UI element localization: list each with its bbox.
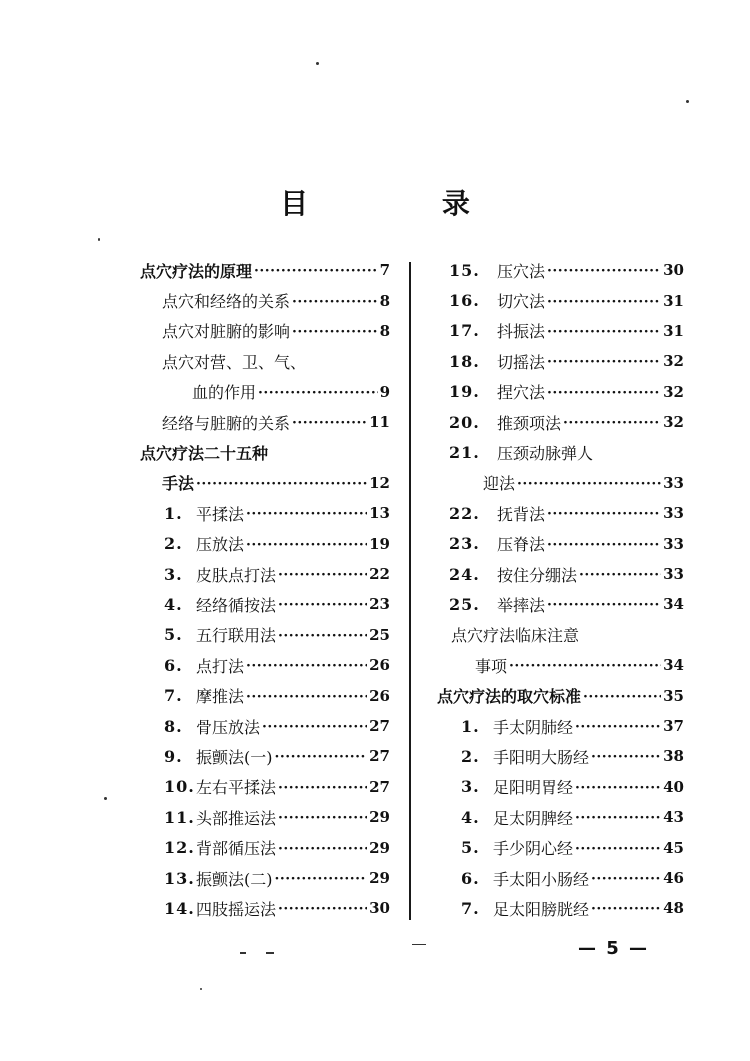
toc-entry[interactable] [437, 407, 684, 437]
toc-entry-number: 9. [164, 746, 183, 766]
dot-leader [278, 594, 367, 614]
scan-speck [266, 952, 274, 954]
dot-leader [547, 351, 661, 371]
toc-entry-number: 12. [164, 838, 195, 858]
toc-entry[interactable] [437, 285, 684, 315]
toc-entry-label: 点穴和经络的关系 [162, 292, 291, 312]
dot-leader [509, 655, 661, 675]
toc-entry[interactable] [437, 498, 684, 528]
dot-leader [278, 777, 367, 797]
toc-entry[interactable] [437, 620, 684, 650]
toc-entry-label: 左右平揉法 [196, 778, 277, 798]
toc-entry[interactable] [437, 529, 684, 559]
toc-entry-number: 16. [449, 291, 480, 311]
toc-entry-page: 27 [369, 717, 390, 736]
toc-entry-page: 22 [369, 565, 390, 584]
toc-entry-label: 压穴法 [497, 261, 546, 281]
dot-leader [246, 503, 367, 523]
dot-leader [278, 807, 367, 827]
toc-entry-page: 8 [379, 291, 390, 310]
toc-entry-number: 22. [449, 503, 480, 523]
page-number: — 5 — [578, 938, 650, 959]
toc-entry-page: 13 [369, 504, 390, 523]
dot-leader [583, 686, 661, 706]
toc-entry-label: 手太阳小肠经 [493, 869, 590, 889]
dot-leader [591, 898, 661, 918]
toc-right-column [437, 255, 684, 924]
toc-entry-number: 2. [164, 534, 183, 554]
column-divider [409, 262, 411, 920]
toc-entry-continuation[interactable] [140, 377, 390, 407]
toc-entry-page: 8 [379, 321, 390, 340]
toc-entry-number: 6. [461, 868, 480, 888]
toc-entry-page: 25 [369, 625, 390, 644]
toc-entry-page: 29 [369, 838, 390, 857]
toc-entry[interactable] [437, 832, 684, 862]
toc-entry[interactable] [437, 772, 684, 802]
toc-entry-label: 振颤法(二) [196, 869, 273, 889]
toc-entry-number: 17. [449, 321, 480, 341]
toc-entry-label: 骨压放法 [196, 717, 261, 737]
dot-leader [547, 503, 661, 523]
toc-entry-number: 25. [449, 594, 480, 614]
dot-leader [591, 868, 661, 888]
toc-entry-label: 头部推运法 [196, 808, 277, 828]
toc-entry[interactable] [140, 802, 390, 832]
toc-entry-page: 27 [369, 777, 390, 796]
toc-entry[interactable] [437, 893, 684, 923]
toc-entry-label: 切穴法 [497, 292, 546, 312]
dot-leader [547, 321, 661, 341]
toc-entry-number: 14. [164, 898, 195, 918]
toc-entry-page: 45 [663, 838, 684, 857]
dot-leader [196, 473, 367, 493]
toc-entry-label: 抖振法 [497, 322, 546, 342]
toc-entry-continuation[interactable] [437, 468, 684, 498]
toc-entry[interactable] [437, 589, 684, 619]
dot-leader [275, 868, 368, 888]
toc-entry[interactable] [140, 437, 390, 467]
toc-entry-label: 摩推法 [196, 687, 245, 707]
toc-entry-label: 点穴疗法的原理 [140, 261, 253, 281]
scan-speck [412, 944, 426, 945]
toc-entry-label: 手阳明大肠经 [493, 747, 590, 767]
toc-entry-label: 举摔法 [497, 595, 546, 615]
dot-leader [262, 716, 367, 736]
toc-entry[interactable] [437, 346, 684, 376]
dot-leader [575, 838, 661, 858]
dot-leader [579, 564, 661, 584]
toc-entry[interactable] [140, 772, 390, 802]
toc-entry-label: 足阳明胃经 [493, 778, 574, 798]
toc-entry[interactable] [437, 316, 684, 346]
toc-entry-label: 足太阴脾经 [493, 808, 574, 828]
toc-entry-continuation[interactable] [140, 468, 390, 498]
toc-entry-number: 7. [461, 898, 480, 918]
toc-entry-label: 血的作用 [192, 383, 257, 403]
toc-entry-label: 手少阴心经 [493, 839, 574, 859]
toc-entry[interactable] [140, 620, 390, 650]
toc-entry-label: 点穴对营、卫、气、 [162, 352, 307, 372]
dot-leader [254, 260, 378, 280]
toc-entry-label: 平揉法 [196, 504, 245, 524]
toc-entry[interactable] [437, 741, 684, 771]
toc-entry-page: 30 [663, 261, 684, 280]
toc-entry-label: 点穴疗法的取穴标准 [437, 687, 582, 707]
toc-entry-page: 29 [369, 808, 390, 827]
toc-entry[interactable] [437, 802, 684, 832]
toc-entry-label: 足太阳膀胱经 [493, 899, 590, 919]
dot-leader [278, 898, 367, 918]
toc-entry-page: 31 [663, 321, 684, 340]
toc-entry-label: 压放法 [196, 535, 245, 555]
dot-leader [517, 473, 661, 493]
toc-entry-label: 点穴疗法二十五种 [140, 444, 269, 464]
toc-entry[interactable] [140, 741, 390, 771]
toc-entry-label: 切摇法 [497, 352, 546, 372]
toc-entry-page: 33 [663, 534, 684, 553]
toc-entry-page: 26 [369, 656, 390, 675]
toc-entry[interactable] [437, 711, 684, 741]
toc-entry[interactable] [437, 377, 684, 407]
toc-entry-number: 18. [449, 351, 480, 371]
toc-entry-label: 抚背法 [497, 504, 546, 524]
dot-leader [575, 807, 661, 827]
page-title: 目 录 [280, 187, 532, 220]
toc-entry-label: 四肢摇运法 [196, 899, 277, 919]
toc-entry[interactable] [437, 559, 684, 589]
toc-entry-number: 24. [449, 564, 480, 584]
toc-entry[interactable] [140, 589, 390, 619]
toc-entry[interactable] [140, 832, 390, 862]
dot-leader [258, 382, 378, 402]
toc-entry-number: 4. [461, 807, 480, 827]
toc-entry-page: 43 [663, 808, 684, 827]
toc-entry-page: 30 [369, 899, 390, 918]
toc-entry[interactable] [140, 893, 390, 923]
dot-leader [246, 655, 367, 675]
toc-entry[interactable] [140, 346, 390, 376]
toc-entry-number: 8. [164, 716, 183, 736]
toc-entry-page: 32 [663, 352, 684, 371]
toc-entry-page: 34 [663, 595, 684, 614]
toc-entry-page: 35 [663, 686, 684, 705]
toc-entry-number: 21. [449, 443, 480, 463]
dot-leader [547, 260, 661, 280]
toc-entry-number: 15. [449, 260, 480, 280]
toc-entry-label: 背部循压法 [196, 839, 277, 859]
toc-entry-number: 1. [461, 716, 480, 736]
toc-entry-page: 33 [663, 504, 684, 523]
toc-entry-page: 33 [663, 565, 684, 584]
toc-entry-number: 4. [164, 594, 183, 614]
toc-entry-number: 19. [449, 382, 480, 402]
toc-entry-page: 48 [663, 899, 684, 918]
dot-leader [292, 321, 378, 341]
toc-entry-page: 27 [369, 747, 390, 766]
toc-entry-label: 手法 [162, 474, 195, 494]
toc-entry-label: 点穴对脏腑的影响 [162, 322, 291, 342]
scan-speck [104, 797, 107, 800]
toc-entry-page: 34 [663, 656, 684, 675]
toc-entry[interactable] [140, 529, 390, 559]
toc-entry[interactable] [140, 711, 390, 741]
dot-leader [547, 594, 661, 614]
dot-leader [591, 746, 661, 766]
toc-entry-number: 2. [461, 746, 480, 766]
toc-entry-page: 23 [369, 595, 390, 614]
toc-entry-number: 6. [164, 655, 183, 675]
toc-entry-page: 31 [663, 291, 684, 310]
toc-entry-label: 推颈项法 [497, 413, 562, 433]
scan-speck [686, 100, 689, 103]
toc-entry-label: 手太阴肺经 [493, 717, 574, 737]
toc-entry[interactable] [140, 863, 390, 893]
toc-entry-page: 37 [663, 717, 684, 736]
toc-entry-label: 五行联用法 [196, 626, 277, 646]
toc-entry-number: 20. [449, 412, 480, 432]
toc-entry-page: 40 [663, 777, 684, 796]
toc-entry[interactable] [140, 407, 390, 437]
toc-entry-label: 压脊法 [497, 535, 546, 555]
toc-entry-page: 46 [663, 869, 684, 887]
dot-leader [278, 564, 367, 584]
toc-entry-label: 压颈动脉弹人 [497, 444, 594, 464]
toc-entry-label: 捏穴法 [497, 383, 546, 403]
toc-entry-label: 经络循按法 [196, 595, 277, 615]
toc-entry-page: 7 [379, 261, 390, 280]
toc-entry[interactable] [437, 437, 684, 467]
scan-speck [200, 988, 202, 990]
toc-entry-number: 5. [164, 625, 183, 645]
toc-entry-number: 1. [164, 503, 183, 523]
toc-entry-page: 32 [663, 382, 684, 401]
toc-entry-label: 点穴疗法临床注意 [451, 626, 580, 646]
toc-entry-page: 33 [663, 473, 684, 492]
toc-entry-page: 11 [369, 413, 390, 432]
toc-entry-page: 12 [369, 473, 390, 492]
toc-entry[interactable] [140, 680, 390, 710]
toc-entry-number: 10. [164, 777, 195, 797]
toc-entry-page: 9 [379, 382, 390, 401]
toc-entry-label: 经络与脏腑的关系 [162, 413, 291, 433]
toc-entry-page: 38 [663, 747, 684, 766]
toc-entry-number: 23. [449, 534, 480, 554]
dot-leader [292, 291, 378, 311]
dot-leader [246, 686, 367, 706]
toc-entry-label: 皮肤点打法 [196, 565, 277, 585]
dot-leader [575, 716, 661, 736]
toc-entry-number: 5. [461, 838, 480, 858]
toc-entry-label: 点打法 [196, 656, 245, 676]
toc-entry[interactable] [140, 650, 390, 680]
dot-leader [563, 412, 661, 432]
toc-entry[interactable] [140, 285, 390, 315]
scan-speck [240, 952, 246, 954]
toc-entry[interactable] [437, 680, 684, 710]
toc-entry-label: 振颤法(一) [196, 747, 273, 767]
toc-entry-page: 19 [369, 534, 390, 553]
toc-entry[interactable] [140, 255, 390, 285]
toc-entry-number: 7. [164, 686, 183, 706]
dot-leader [292, 412, 367, 432]
toc-entry-page: 29 [369, 869, 390, 887]
toc-entry-page: 32 [663, 413, 684, 432]
toc-entry-continuation[interactable] [437, 650, 684, 680]
toc-entry[interactable] [437, 255, 684, 285]
toc-entry[interactable] [140, 498, 390, 528]
dot-leader [246, 534, 367, 554]
toc-entry[interactable] [140, 559, 390, 589]
toc-left-column [140, 255, 390, 924]
scan-speck [98, 238, 100, 241]
toc-entry-page: 26 [369, 686, 390, 705]
toc-entry-number: 13. [164, 868, 195, 888]
dot-leader [275, 746, 368, 766]
dot-leader [278, 625, 367, 645]
toc-entry[interactable] [140, 316, 390, 346]
toc-entry-label: 按住分绷法 [497, 565, 578, 585]
toc-entry-label: 迎法 [483, 474, 516, 494]
dot-leader [575, 777, 661, 797]
scan-speck [316, 62, 319, 65]
toc-entry-number: 3. [461, 777, 480, 797]
dot-leader [547, 382, 661, 402]
toc-entry-label: 事项 [475, 656, 508, 676]
dot-leader [547, 534, 661, 554]
toc-entry-number: 3. [164, 564, 183, 584]
toc-entry-number: 11. [164, 807, 195, 827]
toc-entry[interactable] [437, 863, 684, 893]
dot-leader [278, 838, 367, 858]
dot-leader [547, 291, 661, 311]
